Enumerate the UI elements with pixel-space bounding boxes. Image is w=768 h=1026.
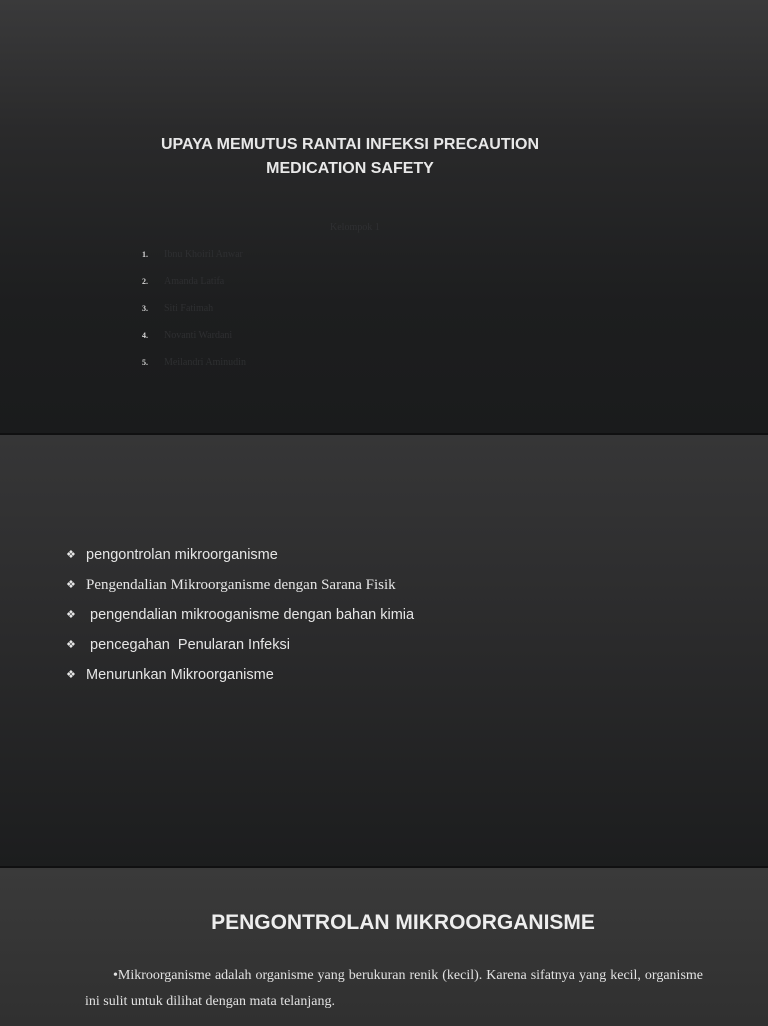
list-item: 4. Novanti Wardani: [142, 330, 233, 341]
slide-title: [0, 0, 768, 433]
group-label: Kelompok 1: [330, 222, 380, 233]
list-item: 1. Ibnu Khoiril Anwar: [142, 249, 243, 260]
diamond-bullet-icon: ❖: [66, 579, 76, 591]
list-item: ❖ pengontrolan mikroorganisme: [66, 540, 414, 570]
list-item: 3. Siti Fatimah: [142, 303, 214, 314]
presentation-title: UPAYA MEMUTUS RANTAI INFEKSI PRECAUTION MEDICATION SAFETY: [160, 136, 540, 177]
list-item: 5. Meilandri Aminudin: [142, 357, 246, 368]
diamond-bullet-icon: ❖: [66, 669, 76, 681]
diamond-bullet-icon: ❖: [66, 609, 76, 621]
list-item: 2. Amanda Latifa: [142, 276, 225, 287]
list-item: ❖ pencegahan Penularan Infeksi: [66, 630, 414, 660]
member-list: [142, 248, 246, 383]
list-item: ❖ Menurunkan Mikroorganisme: [66, 660, 414, 690]
diamond-bullet-icon: ❖: [66, 639, 76, 651]
diamond-bullet-icon: ❖: [66, 549, 76, 561]
slide-paragraph: •Mikroorganisme adalah organisme yang berukuran renik (kecil). Karena sifatnya yang kecil, organisme ini sulit untuk dilihat dengan mata telanjang.: [85, 968, 703, 1009]
list-item: ❖ pengendalian mikrooganisme dengan bahan kimia: [66, 600, 414, 630]
list-item: ❖ Pengendalian Mikroorganisme dengan Sarana Fisik: [66, 570, 414, 600]
slide-heading: PENGONTROLAN MIKROORGANISME: [211, 911, 595, 934]
topic-list: [66, 540, 414, 690]
